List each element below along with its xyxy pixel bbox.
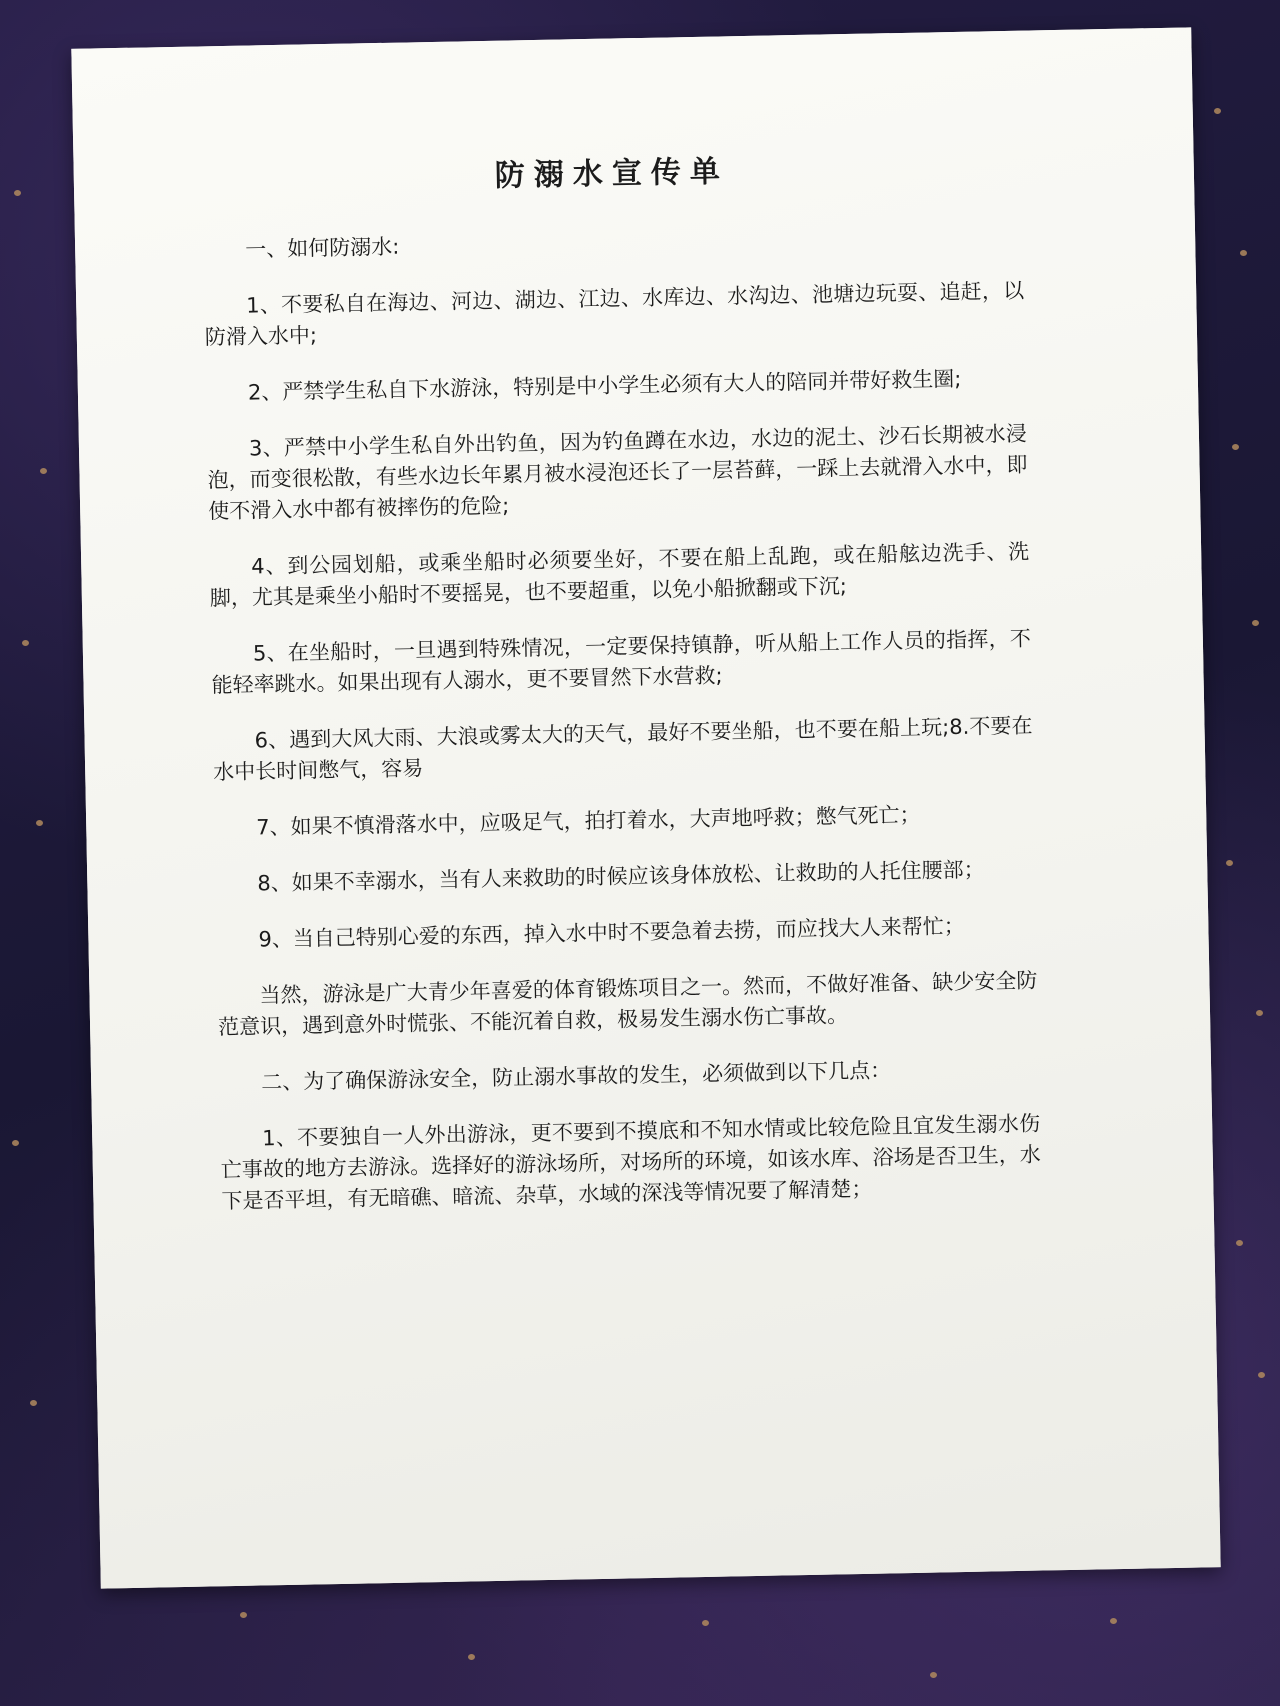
background-speck: [40, 468, 47, 474]
background-speck: [240, 1612, 247, 1618]
list-item: 1、不要私自在海边、河边、湖边、江边、水库边、水沟边、池塘边玩耍、追赶，以防滑入水中;: [204, 278, 1025, 350]
list-item: 2、严禁学生私自下水游泳，特别是中小学生必须有大人的陪同并带好救生圈;: [247, 366, 962, 405]
list-item: 1、不要独自一人外出游泳，更不要到不摸底和不知水情或比较危险且宜发生溺水伤亡事故的地方去游泳。选择好的游泳场所，对场所的环境，如该水库、浴场是否卫生，水下是否平坦，有无暗礁、暗流、杂草，水域的深浅等情况要了解清楚；: [220, 1111, 1041, 1214]
flyer-content: [202, 151, 1043, 1243]
background-speck: [1236, 1240, 1243, 1246]
background-speck: [14, 190, 21, 196]
list-item: 7、如果不慎滑落水中，应吸足气，拍打着水，大声地呼救；憋气死亡；: [256, 802, 921, 840]
background-speck: [1240, 250, 1247, 256]
section-heading-2: 二、为了确保游泳安全，防止溺水事故的发生，必须做到以下几点：: [260, 1058, 892, 1095]
background-speck: [468, 1654, 475, 1660]
list-item: 8、如果不幸溺水，当有人来救助的时候应该身体放松、让救助的人托住腰部；: [257, 857, 985, 896]
document-title: 防溺水宣传单: [494, 154, 730, 194]
list-item: 3、严禁中小学生私自外出钓鱼，因为钓鱼蹲在水边，水边的泥土、沙石长期被水浸泡，而变很松散，有些水边长年累月被水浸泡还长了一层苔藓，一踩上去就滑入水中，即使不滑入水中都有被摔伤的危险;: [207, 421, 1028, 524]
background-speck: [1258, 1372, 1265, 1378]
background-speck: [930, 1672, 937, 1678]
background-speck: [1256, 1010, 1263, 1016]
background-speck: [12, 1140, 19, 1146]
list-item: 6、遇到大风大雨、大浪或雾太大的天气，最好不要坐船，也不要在船上玩;8.不要在水中长时间憋气，容易: [213, 713, 1033, 785]
background-speck: [1214, 108, 1221, 114]
list-item: 9、当自己特别心爱的东西，掉入水中时不要急着去捞，而应找大人来帮忙；: [258, 913, 965, 952]
background-speck: [1232, 444, 1239, 450]
flyer-paper: [71, 27, 1220, 1588]
background-speck: [1110, 1618, 1117, 1624]
body-paragraph: 当然，游泳是广大青少年喜爱的体育锻炼项目之一。然而，不做好准备、缺少安全防范意识，遇到意外时慌张、不能沉着自救，极易发生溺水伤亡事故。: [217, 968, 1038, 1040]
background-speck: [1252, 620, 1259, 626]
background-speck: [36, 820, 43, 826]
background-speck: [1226, 860, 1233, 866]
background-speck: [702, 1620, 709, 1626]
background-speck: [30, 1400, 37, 1406]
background-speck: [22, 640, 29, 646]
section-heading-1: 一、如何防溺水:: [244, 234, 400, 262]
list-item: 4、到公园划船，或乘坐船时必须要坐好，不要在船上乱跑，或在船舷边洗手、洗脚，尤其是乘坐小船时不要摇晃，也不要超重，以免小船掀翻或下沉;: [209, 539, 1030, 611]
list-item: 5、在坐船时，一旦遇到特殊情况，一定要保持镇静，听从船上工作人员的指挥，不能轻率跳水。如果出现有人溺水，更不要冒然下水营救;: [211, 626, 1032, 698]
